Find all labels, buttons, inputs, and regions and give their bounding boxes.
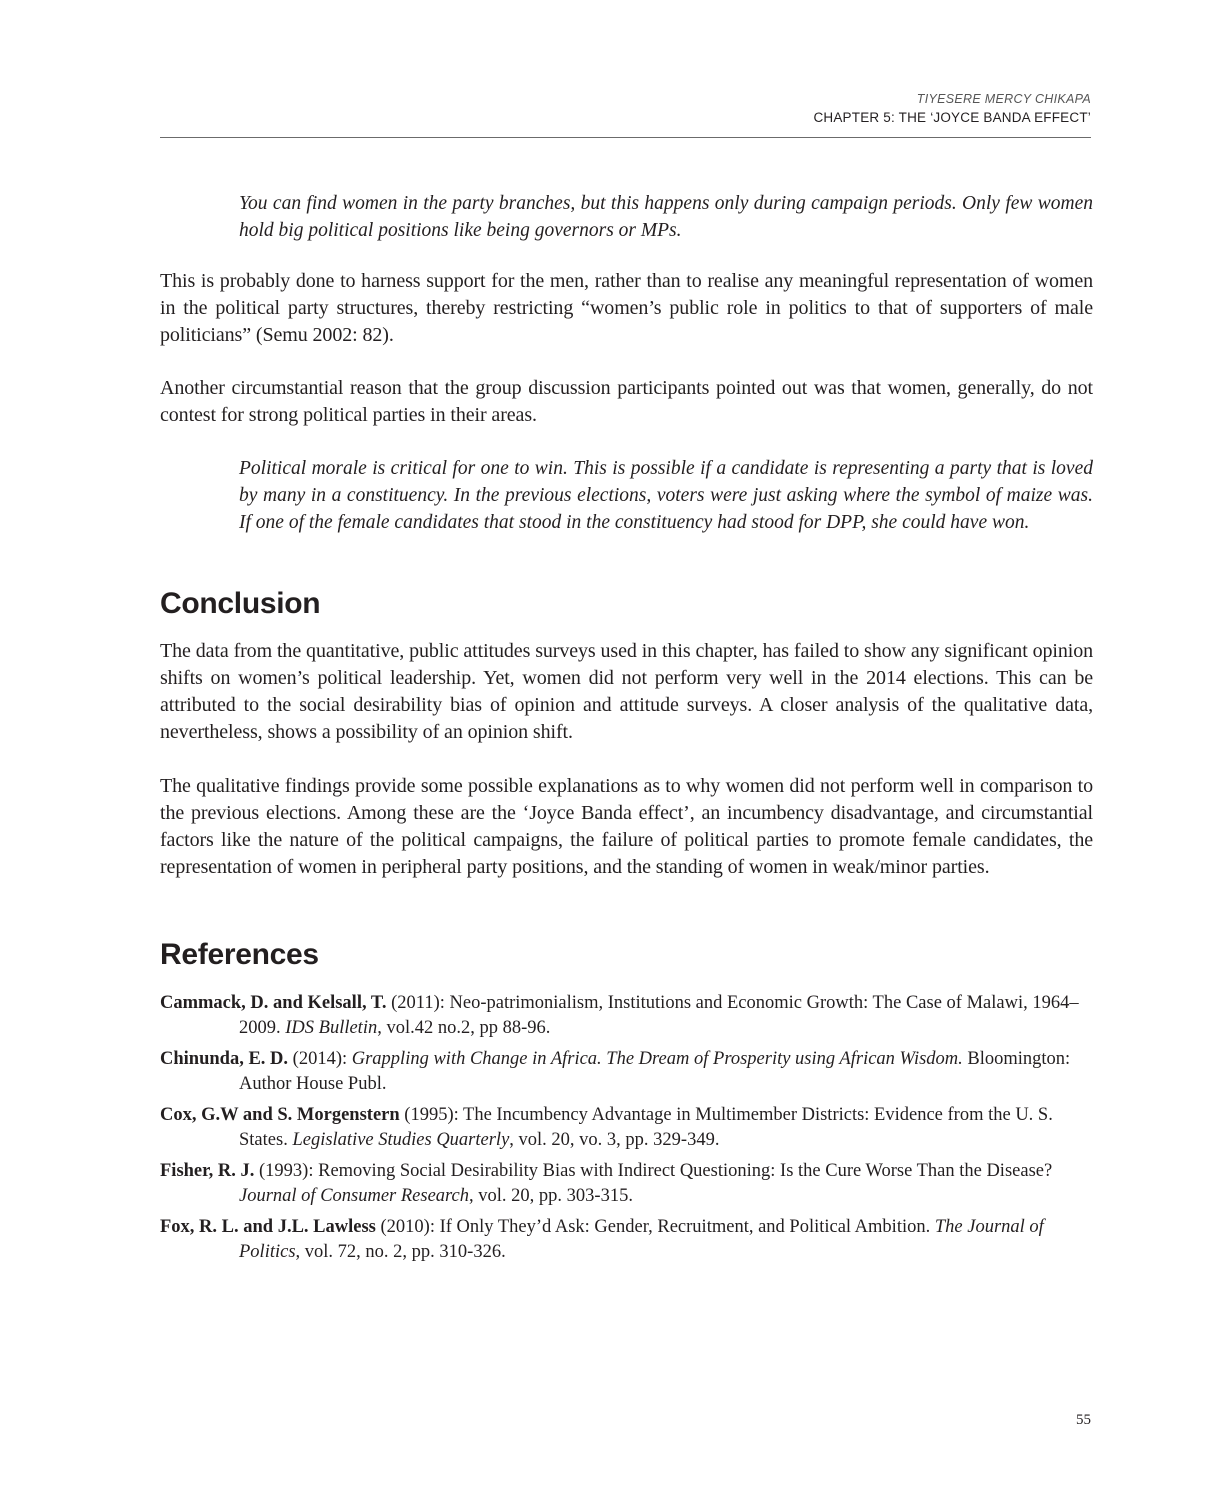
reference-item xyxy=(160,991,1093,1040)
reference-authors: Fisher, R. J. xyxy=(160,1161,255,1181)
reference-authors: Cammack, D. and Kelsall, T. xyxy=(160,993,387,1013)
page-number: 55 xyxy=(1076,1412,1091,1428)
reference-authors: Cox, G.W and S. Morgenstern xyxy=(160,1105,400,1125)
section-heading-conclusion: Conclusion xyxy=(160,587,321,620)
reference-year: (2011): xyxy=(386,993,450,1013)
reference-journal: Journal of Consumer Research xyxy=(239,1185,470,1206)
reference-item xyxy=(160,1047,1093,1096)
reference-details: , vol. 72, no. 2, pp. 310-326. xyxy=(295,1241,506,1262)
reference-item xyxy=(160,1159,1093,1208)
paragraph-1: This is probably done to harness support for the men, rather than to realise any meaningful representation of women in the political party structures, thereby restricting “women’s public role in politics to that of supporters of male politicians” (Semu 2002: 82). xyxy=(160,270,1093,346)
reference-year: (2010): xyxy=(375,1217,440,1237)
header-chapter-title: CHAPTER 5: THE ‘JOYCE BANDA EFFECT’ xyxy=(813,110,1091,125)
reference-list xyxy=(160,991,1093,1264)
reference-year: (2014): xyxy=(288,1049,352,1069)
reference-item xyxy=(160,1103,1093,1152)
reference-journal: The Journal of Politics xyxy=(239,1217,1044,1262)
page-body xyxy=(160,190,1093,1271)
reference-title: The Incumbency Advantage in Multimember Districts: Evidence from the U. S. States. xyxy=(239,1105,1053,1150)
reference-year: (1993): xyxy=(254,1161,319,1181)
reference-details: , vol.42 no.2, pp 88-96. xyxy=(377,1017,551,1038)
reference-item xyxy=(160,1215,1093,1264)
reference-details: Bloomington: Author House Publ. xyxy=(239,1049,1071,1094)
reference-title: Removing Social Desirability Bias with Indirect Questioning: Is the Cure Worse Than the Disease? xyxy=(318,1161,1053,1181)
reference-journal: Legislative Studies Quarterly xyxy=(292,1129,510,1150)
header-rule xyxy=(160,137,1091,138)
reference-year: (1995): xyxy=(399,1105,464,1125)
running-header xyxy=(160,90,1091,128)
header-author: TIYESERE MERCY CHIKAPA xyxy=(916,92,1091,106)
conclusion-paragraph-1: The data from the quantitative, public attitudes surveys used in this chapter, has failed to show any significant opinion shifts on women’s political leadership. Yet, women did not perform very well in the 2014 elections. This can be attributed to the social desirability bias of opinion and attitude surveys. A closer analysis of the qualitative data, nevertheless, shows a possibility of an opinion shift. xyxy=(160,640,1093,743)
section-heading-references: References xyxy=(160,938,319,971)
block-quote-1: You can find women in the party branches, but this happens only during campaign periods. Only few women hold big political positions like being governors or MPs. xyxy=(239,193,1093,241)
reference-details: , vol. 20, pp. 303-315. xyxy=(469,1185,633,1206)
conclusion-paragraph-2: The qualitative findings provide some possible explanations as to why women did not perform well in comparison to the previous elections. Among these are the ‘Joyce Banda effect’, an incumbency disadvantage, and circumstantial factors like the nature of the political campaigns, the failure of political parties to promote female candidates, the representation of women in peripheral party positions, and the standing of women in weak/minor parties. xyxy=(160,775,1093,878)
paragraph-2: Another circumstantial reason that the group discussion participants pointed out was that women, generally, do not contest for strong political parties in their areas. xyxy=(160,377,1093,426)
reference-authors: Chinunda, E. D. xyxy=(160,1049,289,1069)
reference-journal: IDS Bulletin xyxy=(285,1017,378,1038)
reference-title: Neo-patrimonialism, Institutions and Economic Growth: The Case of Malawi, 1964–2009. xyxy=(239,993,1079,1038)
block-quote-2: Political morale is critical for one to win. This is possible if a candidate is representing a party that is loved by many in a constituency. In the previous elections, voters were just asking where the symbol of maize was. If one of the female candidates that stood in the constituency had stood for DPP, she could have won. xyxy=(239,458,1093,533)
reference-title: If Only They’d Ask: Gender, Recruitment, and Political Ambition. xyxy=(439,1217,935,1237)
reference-details: , vol. 20, vo. 3, pp. 329-349. xyxy=(509,1129,720,1150)
reference-authors: Fox, R. L. and J.L. Lawless xyxy=(160,1217,376,1237)
reference-journal: Grappling with Change in Africa. The Dream of Prosperity using African Wisdom. xyxy=(351,1049,963,1069)
